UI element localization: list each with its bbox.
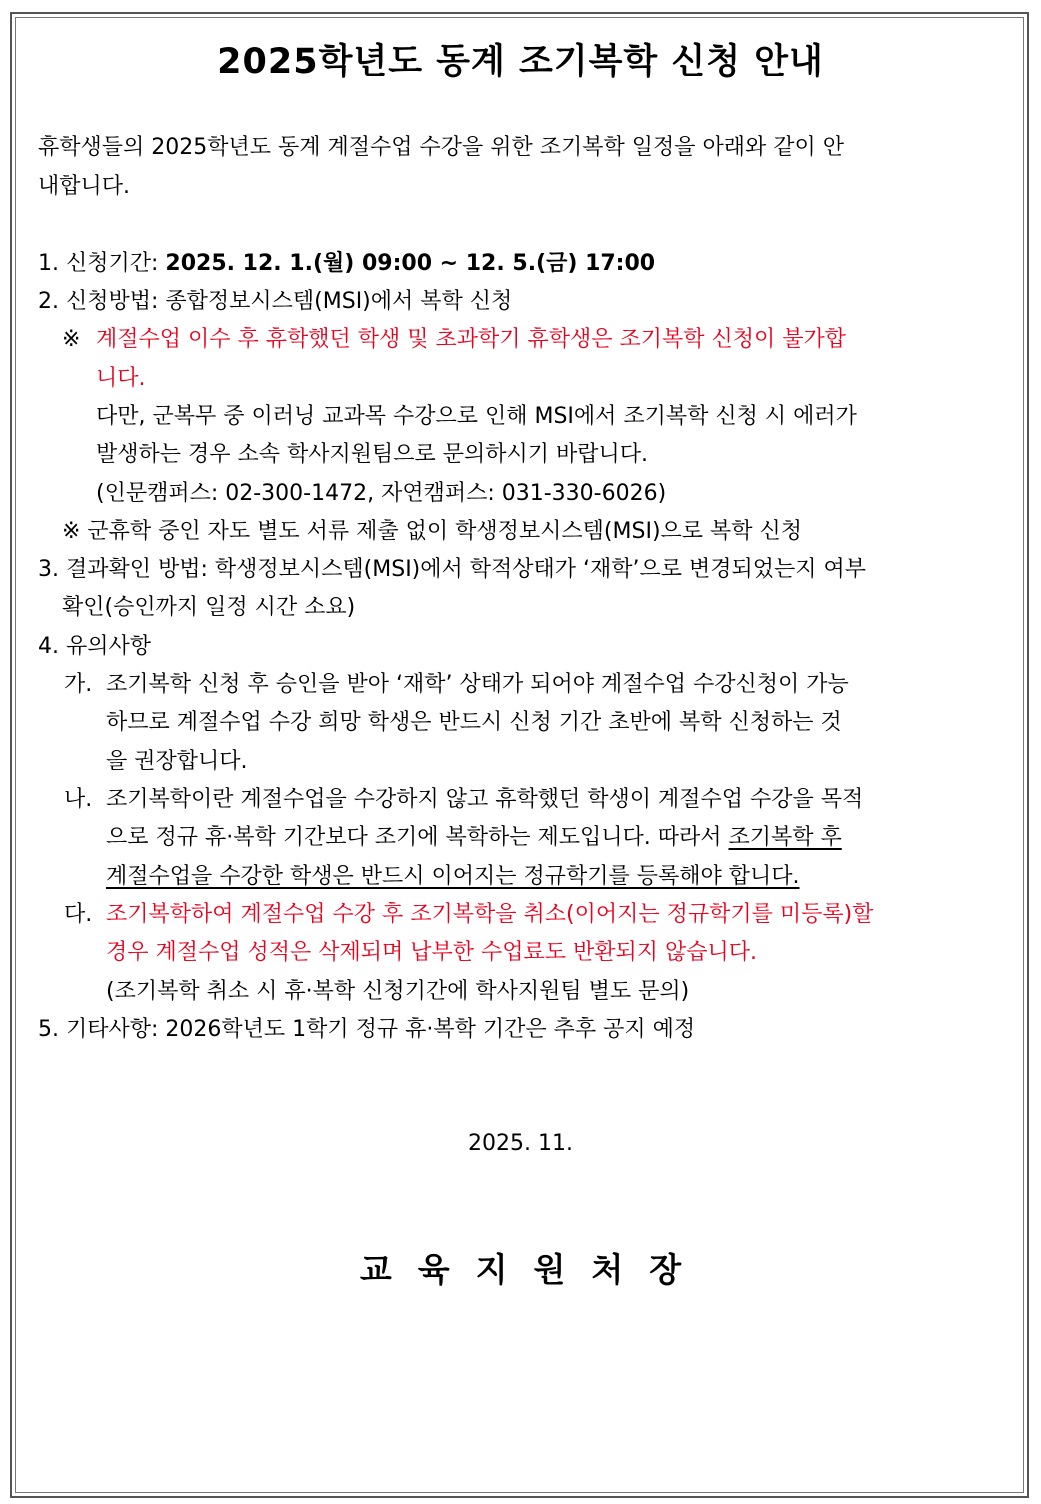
intro-text-1: 휴학생들의 2025학년도 동계 계절수업 수강을 위한 조기복학 일정을 아래와 같이 안 xyxy=(38,135,844,160)
item-4-na-label: 나. xyxy=(64,787,93,812)
item-4-na-line-3-underlined: 계절수업을 수강한 학생은 반드시 이어지는 정규학기를 등록해야 합니다. xyxy=(106,864,800,889)
intro-line-1 xyxy=(38,133,1000,163)
note-1-line-4: 발생하는 경우 소속 학사지원팀으로 문의하시기 바랍니다. xyxy=(96,442,649,467)
item-4-heading: 4. 유의사항 xyxy=(38,634,151,659)
issue-date: 2025. 11. xyxy=(468,1131,573,1156)
document-title: 2025학년도 동계 조기복학 신청 안내 xyxy=(217,42,824,82)
item-5-other: 5. 기타사항: 2026학년도 1학기 정규 휴·복학 기간은 추후 공지 예정 xyxy=(38,1017,696,1042)
item-1-label: 1. 신청기간: xyxy=(38,251,159,276)
item-4-da-line-1: 조기복학하여 계절수업 수강 후 조기복학을 취소(이어지는 정규학기를 미등록)할 xyxy=(106,902,874,927)
intro-line-2: 내합니다. xyxy=(38,174,131,199)
item-3-result-check-line-1: 3. 결과확인 방법: 학생정보시스템(MSI)에서 학적상태가 ‘재학’으로 변경되었는지 여부 xyxy=(38,557,867,582)
item-4-ga-line-3: 을 권장합니다. xyxy=(106,749,248,774)
item-3-result-check-line-2: 확인(승인까지 일정 시간 소요) xyxy=(62,595,356,620)
item-1-application-period xyxy=(38,249,655,279)
campus-contacts: (인문캠퍼스: 02-300-1472, 자연캠퍼스: 031-330-6026) xyxy=(96,481,667,506)
item-2-application-method: 2. 신청방법: 종합정보시스템(MSI)에서 복학 신청 xyxy=(38,289,513,314)
item-4-da-label: 다. xyxy=(64,902,93,927)
note-1-warning-line-1: 계절수업 이수 후 휴학했던 학생 및 초과학기 휴학생은 조기복학 신청이 불가합 xyxy=(96,327,846,352)
item-4-ga-label: 가. xyxy=(64,672,93,697)
item-4-na-line-2 xyxy=(106,823,1000,853)
signature-director: 교육지원처장 xyxy=(359,1250,708,1289)
item-4-ga-line-1: 조기복학 신청 후 승인을 받아 ‘재학’ 상태가 되어야 계절수업 수강신청이 가능 xyxy=(106,672,849,697)
note-1-mark: ※ xyxy=(62,327,81,352)
item-1-value: 2025. 12. 1.(월) 09:00 ~ 12. 5.(금) 17:00 xyxy=(165,251,656,276)
note-1-warning-line-2: 니다. xyxy=(96,366,146,391)
item-4-na-line-2-plain: 으로 정규 휴·복학 기간보다 조기에 복학하는 제도입니다. 따라서 xyxy=(106,825,722,850)
item-4-da-line-3: (조기복학 취소 시 휴·복학 신청기간에 학사지원팀 별도 문의) xyxy=(106,979,690,1004)
note-1-line-3: 다만, 군복무 중 이러닝 교과목 수강으로 인해 MSI에서 조기복학 신청 시 에러가 xyxy=(96,404,857,429)
item-4-na-line-2-underlined: 조기복학 후 xyxy=(728,825,842,850)
item-4-na-line-1: 조기복학이란 계절수업을 수강하지 않고 휴학했던 학생이 계절수업 수강을 목적 xyxy=(106,787,864,812)
item-4-da-line-2: 경우 계절수업 성적은 삭제되며 납부한 수업료도 반환되지 않습니다. xyxy=(106,940,758,965)
item-4-ga-line-2: 하므로 계절수업 수강 희망 학생은 반드시 신청 기간 초반에 복학 신청하는 것 xyxy=(106,710,842,735)
note-2: ※ 군휴학 중인 자도 별도 서류 제출 없이 학생정보시스템(MSI)으로 복학 신청 xyxy=(62,519,803,544)
